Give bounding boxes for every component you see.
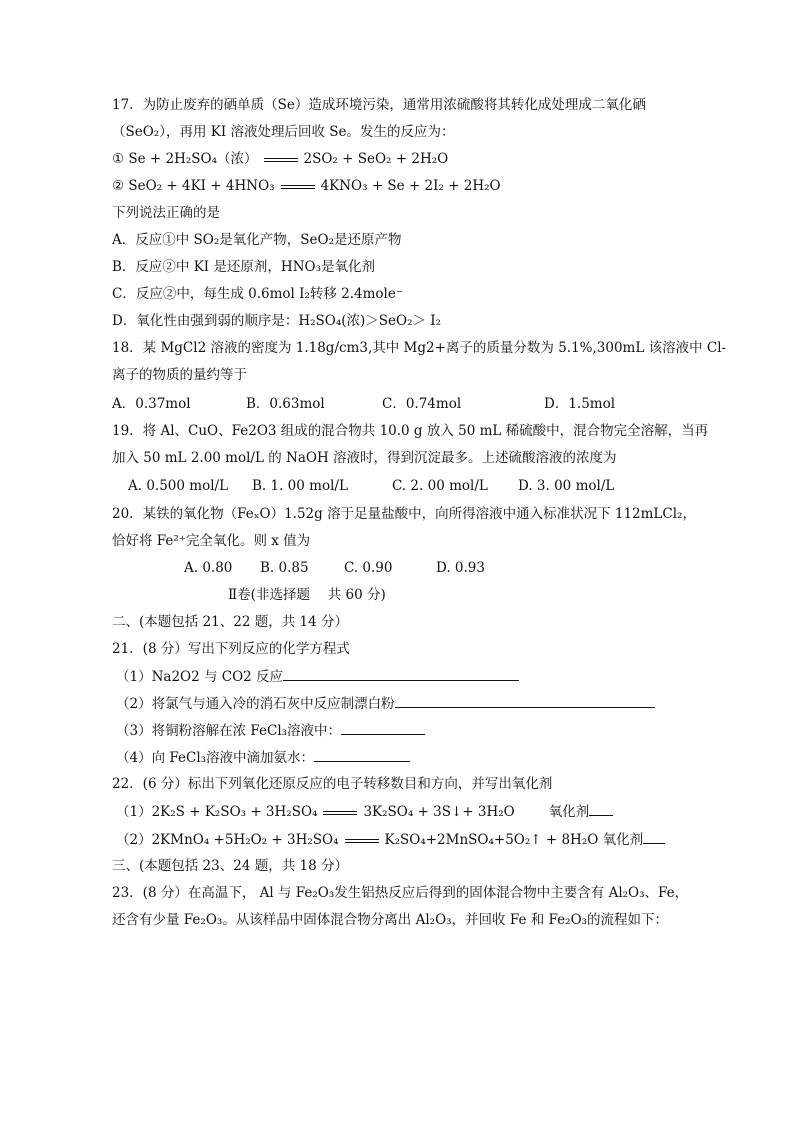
- q20-option-d: D. 0.93: [436, 560, 485, 576]
- q22-reaction-1-oxidant-label: 氧化剂: [548, 804, 590, 820]
- q21-item-4: [116, 747, 410, 768]
- equals-arrow: [323, 811, 357, 815]
- equals-arrow: [345, 839, 379, 843]
- q19-option-d: D. 3. 00 mol/L: [518, 478, 615, 494]
- q17-stem-line2: （SeO₂），再用 KI 溶液处理后回收 Se。发生的反应为：: [112, 124, 455, 140]
- q22-reaction-1-right: 3K₂SO₄ + 3S↓+ 3H₂O: [363, 804, 515, 820]
- q19-stem-line1: 19．将 Al、CuO、Fe2O3 组成的混合物共 10.0 g 放入 50 mL 稀硫酸中，混合物完全溶解，当再: [112, 423, 709, 439]
- q21-item-1: [116, 666, 519, 687]
- q19-stem-line2: 加入 50 mL 2.00 mol/L 的 NaOH 溶液时，得到沉淀最多。上述硫酸溶液的浓度为: [112, 450, 617, 466]
- answer-blank: [314, 747, 410, 762]
- q17-stem-line1: 17．为防止废弃的硒单质（Se）造成环境污染，通常用浓硫酸将其转化成处理成二氧化硒: [112, 97, 646, 113]
- q20-stem-line1: 20．某铁的氧化物（FeₓO）1.52g 溶于足量盐酸中，向所得溶液中通入标准状况下 112mLCl₂，: [112, 506, 696, 522]
- q17-reaction-2: [112, 176, 501, 196]
- equals-arrow: [281, 185, 315, 189]
- part-2-title: Ⅱ卷(非选择题 共 60 分): [228, 587, 386, 603]
- q22-reaction-2-right: K₂SO₄+2MnSO₄+5O₂↑ + 8H₂O 氧化剂: [384, 832, 644, 848]
- q17-ask: 下列说法正确的是: [112, 205, 220, 221]
- q17-reaction-1-right: 2SO₂ + SeO₂ + 2H₂O: [303, 151, 449, 167]
- q17-option-c: C．反应②中，每生成 0.6mol I₂转移 2.4mole⁻: [112, 286, 403, 302]
- q17-reaction-1-left: ① Se + 2H₂SO₄（浓）: [112, 151, 258, 167]
- q21-item-4-text: （4）向 FeCl₃溶液中滴加氨水：: [116, 750, 315, 766]
- q22-reaction-1-left: （1）2K₂S + K₂SO₃ + 3H₂SO₄: [116, 804, 318, 820]
- q17-reaction-1: [112, 149, 448, 169]
- q18-option-c: C．0.74mol: [382, 396, 462, 412]
- q17-option-b: B．反应②中 KI 是还原剂，HNO₃是氧化剂: [112, 259, 375, 275]
- q22-reaction-2: [116, 829, 665, 850]
- q21-stem: 21．(8 分）写出下列反应的化学方程式: [112, 641, 350, 657]
- q18-options: [112, 394, 615, 414]
- q20-option-a: A. 0.80: [184, 560, 233, 576]
- answer-blank: [395, 693, 655, 708]
- q23-stem-line2: 还含有少量 Fe₂O₃。从该样品中固体混合物分离出 Al₂O₃，并回收 Fe 和 Fe₂O₃的流程如下：: [112, 912, 669, 928]
- section-2-heading: 二、(本题包括 21、22 题，共 14 分）: [112, 614, 348, 630]
- q21-item-3: [116, 720, 425, 741]
- q19-options: [128, 476, 614, 496]
- q20-option-b: B. 0.85: [260, 560, 309, 576]
- q22-reaction-1: [116, 801, 613, 822]
- q18-stem-line2: 离子的物质的量约等于: [112, 367, 247, 383]
- section-3-heading: 三、(本题包括 23、24 题，共 18 分）: [112, 858, 348, 874]
- q20-stem-line2: 恰好将 Fe²⁺完全氧化。则 x 值为: [112, 533, 311, 549]
- q17-reaction-2-left: ② SeO₂ + 4KI + 4HNO₃: [112, 178, 275, 194]
- q17-option-d: D．氧化性由强到弱的顺序是：H₂SO₄(浓)＞SeO₂＞ I₂: [112, 313, 442, 329]
- q21-item-2-text: （2）将氯气与通入冷的消石灰中反应制漂白粉: [116, 696, 395, 712]
- q18-option-b: B．0.63mol: [246, 396, 325, 412]
- q18-option-a: A．0.37mol: [112, 396, 191, 412]
- q23-stem-line1: 23．(8 分）在高温下， Al 与 Fe₂O₃发生铝热反应后得到的固体混合物中主要含有 Al₂O₃、Fe，: [112, 885, 689, 901]
- q19-option-c: C. 2. 00 mol/L: [392, 478, 488, 494]
- q22-reaction-2-left: （2）2KMnO₄ +5H₂O₂ + 3H₂SO₄: [116, 832, 339, 848]
- q21-item-3-text: （3）将铜粉溶解在浓 FeCl₃溶液中：: [116, 723, 342, 739]
- q18-option-d: D．1.5mol: [544, 396, 616, 412]
- equals-arrow: [264, 158, 298, 162]
- answer-blank: [589, 801, 613, 816]
- q22-stem: 22．(6 分）标出下列氧化还原反应的电子转移数目和方向，并写出氧化剂: [112, 776, 553, 792]
- q19-option-a: A. 0.500 mol/L: [128, 478, 229, 494]
- q20-options: [184, 558, 485, 578]
- answer-blank: [643, 829, 665, 844]
- q18-stem-line1: 18．某 MgCl2 溶液的密度为 1.18g/cm3,其中 Mg2+离子的质量分数为 5.1%,300mL 该溶液中 Cl-: [112, 340, 727, 356]
- answer-blank: [283, 666, 519, 681]
- q19-option-b: B. 1. 00 mol/L: [252, 478, 348, 494]
- q17-option-a: A．反应①中 SO₂是氧化产物，SeO₂是还原产物: [112, 232, 402, 248]
- q21-item-1-text: （1）Na2O2 与 CO2 反应: [116, 669, 284, 685]
- q20-option-c: C. 0.90: [344, 560, 393, 576]
- q21-item-2: [116, 693, 655, 714]
- q17-reaction-2-right: 4KNO₃ + Se + 2I₂ + 2H₂O: [320, 178, 501, 194]
- answer-blank: [341, 720, 425, 735]
